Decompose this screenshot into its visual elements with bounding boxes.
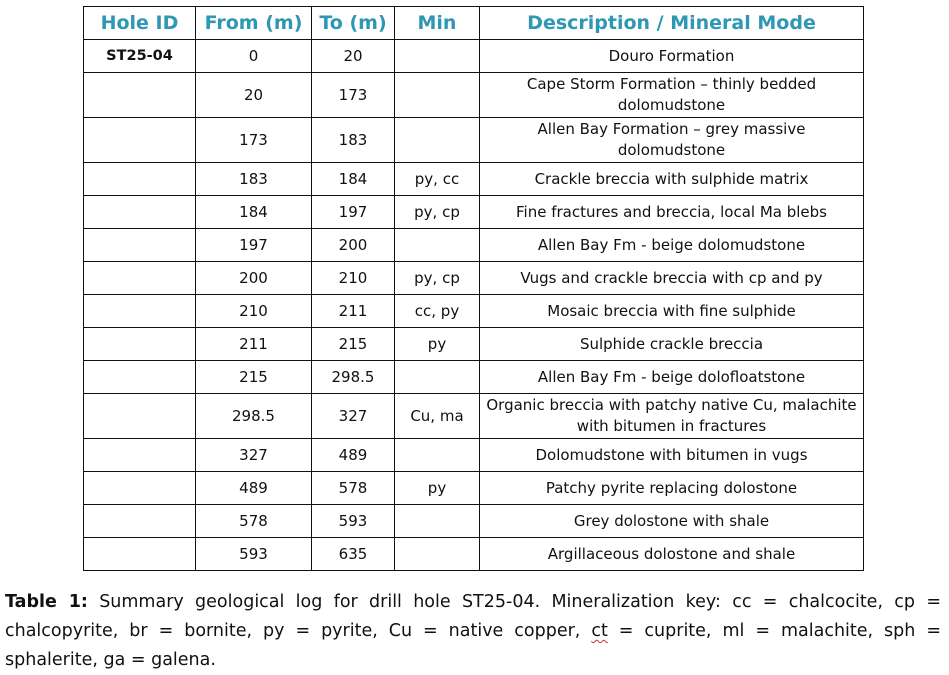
cell-hole-id [84, 439, 196, 472]
cell-hole-id [84, 163, 196, 196]
cell-min: py, cc [395, 163, 480, 196]
cell-hole-id [84, 295, 196, 328]
cell-description: Sulphide crackle breccia [480, 328, 864, 361]
table-row [84, 118, 864, 163]
cell-min [395, 505, 480, 538]
table-row [84, 505, 864, 538]
cell-to: 197 [312, 196, 395, 229]
cell-from: 211 [196, 328, 312, 361]
cell-to: 215 [312, 328, 395, 361]
cell-from: 210 [196, 295, 312, 328]
cell-to: 20 [312, 40, 395, 73]
cell-hole-id [84, 538, 196, 571]
cell-hole-id [84, 472, 196, 505]
cell-hole-id [84, 505, 196, 538]
cell-description: Crackle breccia with sulphide matrix [480, 163, 864, 196]
cell-description: Mosaic breccia with fine sulphide [480, 295, 864, 328]
cell-min: py [395, 328, 480, 361]
header-from: From (m) [196, 7, 312, 40]
cell-min: py [395, 472, 480, 505]
header-hole-id: Hole ID [84, 7, 196, 40]
cell-from: 200 [196, 262, 312, 295]
cell-min: py, cp [395, 196, 480, 229]
cell-description: Allen Bay Fm - beige dolofloatstone [480, 361, 864, 394]
cell-min: cc, py [395, 295, 480, 328]
table-row [84, 40, 864, 73]
caption-text-end: = cuprite, ml = malachite, sph = sphalerite, ga = galena. [5, 621, 942, 670]
cell-description: Dolomudstone with bitumen in vugs [480, 439, 864, 472]
caption-text-start: Summary geological log for drill hole ST25-04. Mineralization key: cc = chalcocite, cp = chalcopyrite, br = bornite, py = pyrite, Cu = native copper, [5, 592, 941, 641]
cell-description: Argillaceous dolostone and shale [480, 538, 864, 571]
cell-hole-id [84, 196, 196, 229]
cell-from: 183 [196, 163, 312, 196]
cell-to: 210 [312, 262, 395, 295]
cell-hole-id [84, 73, 196, 118]
table-row [84, 196, 864, 229]
caption-label: Table 1: [5, 592, 88, 612]
cell-from: 215 [196, 361, 312, 394]
cell-description: Grey dolostone with shale [480, 505, 864, 538]
cell-to: 183 [312, 118, 395, 163]
header-description: Description / Mineral Mode [480, 7, 864, 40]
table-header [84, 7, 864, 40]
table-row [84, 439, 864, 472]
cell-min [395, 439, 480, 472]
cell-min [395, 73, 480, 118]
cell-to: 184 [312, 163, 395, 196]
table-row [84, 472, 864, 505]
cell-description: Allen Bay Fm - beige dolomudstone [480, 229, 864, 262]
cell-description: Fine fractures and breccia, local Ma blebs [480, 196, 864, 229]
cell-from: 578 [196, 505, 312, 538]
cell-min [395, 361, 480, 394]
table-row [84, 229, 864, 262]
cell-to: 200 [312, 229, 395, 262]
cell-description: Vugs and crackle breccia with cp and py [480, 262, 864, 295]
header-row [84, 7, 864, 40]
table-row [84, 262, 864, 295]
header-to: To (m) [312, 7, 395, 40]
cell-description: Douro Formation [480, 40, 864, 73]
table-row [84, 295, 864, 328]
cell-hole-id [84, 394, 196, 439]
cell-to: 635 [312, 538, 395, 571]
cell-hole-id [84, 229, 196, 262]
cell-from: 197 [196, 229, 312, 262]
cell-min: Cu, ma [395, 394, 480, 439]
table-row [84, 73, 864, 118]
cell-min [395, 40, 480, 73]
cell-min [395, 229, 480, 262]
cell-description: Allen Bay Formation – grey massive dolomudstone [480, 118, 864, 163]
cell-to: 211 [312, 295, 395, 328]
cell-from: 489 [196, 472, 312, 505]
table-caption [5, 588, 941, 675]
cell-min: py, cp [395, 262, 480, 295]
cell-to: 298.5 [312, 361, 395, 394]
cell-to: 489 [312, 439, 395, 472]
table-row [84, 328, 864, 361]
cell-from: 298.5 [196, 394, 312, 439]
cell-from: 593 [196, 538, 312, 571]
cell-from: 173 [196, 118, 312, 163]
cell-from: 327 [196, 439, 312, 472]
table-row [84, 394, 864, 439]
table-row [84, 361, 864, 394]
table-row [84, 538, 864, 571]
cell-description: Cape Storm Formation – thinly bedded dolomudstone [480, 73, 864, 118]
table-body [84, 40, 864, 571]
cell-hole-id: ST25-04 [84, 40, 196, 73]
cell-hole-id [84, 361, 196, 394]
cell-description: Patchy pyrite replacing dolostone [480, 472, 864, 505]
cell-hole-id [84, 262, 196, 295]
cell-hole-id [84, 328, 196, 361]
cell-from: 20 [196, 73, 312, 118]
header-min: Min [395, 7, 480, 40]
cell-from: 0 [196, 40, 312, 73]
spellcheck-flagged-word[interactable]: ct [591, 621, 608, 641]
cell-to: 578 [312, 472, 395, 505]
cell-from: 184 [196, 196, 312, 229]
drill-log-table [83, 6, 864, 571]
cell-to: 593 [312, 505, 395, 538]
table-row [84, 163, 864, 196]
cell-to: 327 [312, 394, 395, 439]
cell-min [395, 118, 480, 163]
cell-description: Organic breccia with patchy native Cu, malachite with bitumen in fractures [480, 394, 864, 439]
cell-min [395, 538, 480, 571]
cell-to: 173 [312, 73, 395, 118]
cell-hole-id [84, 118, 196, 163]
